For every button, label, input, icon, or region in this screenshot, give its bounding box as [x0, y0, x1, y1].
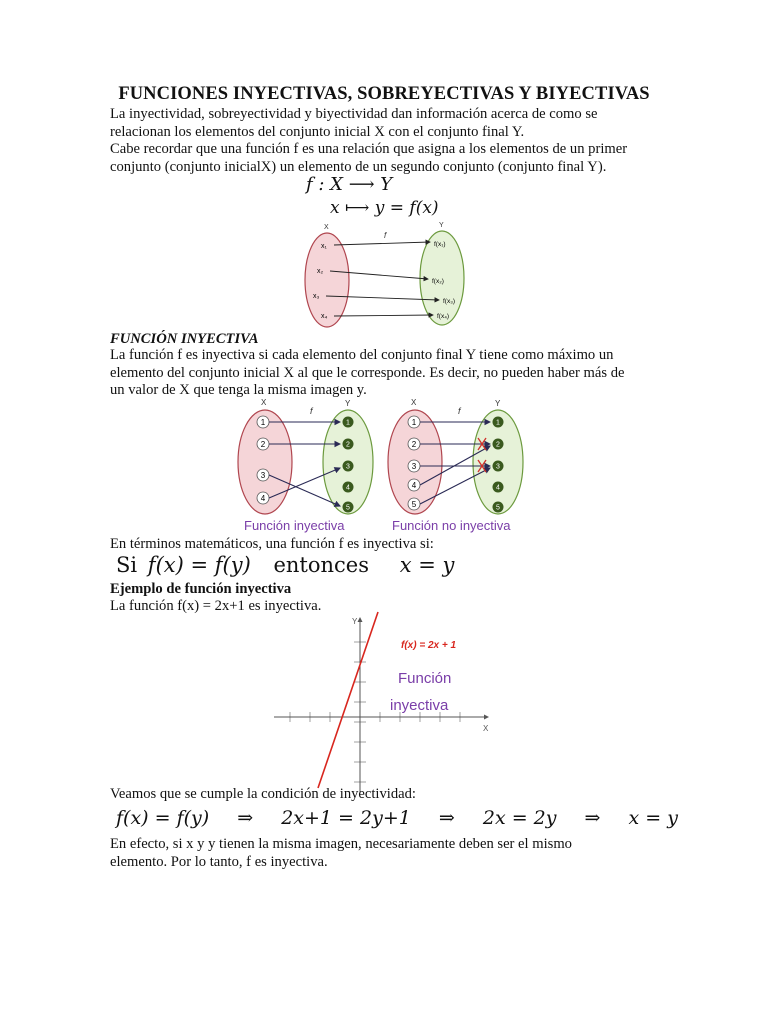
- x-node-label: 2: [411, 440, 417, 449]
- graph-caption-line-2: inyectiva: [390, 697, 449, 714]
- intro-line: relacionan los elementos del conjunto inicial X con el conjunto final Y.: [110, 123, 525, 140]
- math-terms-text: En términos matemáticos, una función f es inyectiva si:: [110, 536, 434, 552]
- mapping-line-1: f : X ⟶ Y: [306, 174, 393, 195]
- x-element: x₃: [313, 293, 320, 300]
- conclusion-paragraph: [110, 836, 670, 871]
- definition-line: un valor de X que tenga la misma imagen y.: [110, 382, 367, 398]
- graph-caption-line-1: Función: [398, 670, 452, 687]
- page-title: FUNCIONES INYECTIVAS, SOBREYECTIVAS Y BIYECTIVAS: [118, 84, 650, 104]
- caption-non-injective: Función no inyectiva: [392, 518, 511, 533]
- y-element: f(x₄): [437, 313, 450, 320]
- x-node-label: 3: [411, 462, 417, 471]
- set-x-label: X: [411, 398, 417, 407]
- implies-symbol: ⇒: [237, 807, 254, 829]
- derivation-step: f(x) = f(y): [116, 807, 210, 829]
- set-y-label: Y: [345, 399, 351, 408]
- mapping-line-2: x ⟼ y = f(x): [330, 198, 439, 218]
- derivation: [116, 807, 678, 829]
- intro-paragraph: [110, 106, 670, 176]
- y-node-label: 2: [496, 441, 500, 449]
- y-node-label: 3: [496, 463, 500, 471]
- x-node-label: 4: [260, 494, 266, 503]
- y-node-label: 2: [346, 441, 350, 449]
- y-node-label: 5: [496, 504, 500, 512]
- injective-definition: [110, 347, 670, 400]
- intro-line: conjunto (conjunto inicialX) un elemento de un segundo conjunto (conjunto final Y).: [110, 158, 607, 175]
- conclusion-line: En efecto, si x y y tienen la misma imagen, necesariamente deben ser el mismo: [110, 836, 572, 852]
- y-node-label: 1: [346, 419, 350, 427]
- x-element: x₄: [321, 313, 328, 320]
- set-y-label: Y: [439, 222, 444, 229]
- conclusion-line: elemento. Por lo tanto, f es inyectiva.: [110, 853, 328, 870]
- mapping-arrow: [334, 315, 433, 316]
- set-x-label: X: [324, 224, 329, 231]
- injective-condition: [116, 553, 454, 577]
- condition-lhs: f(x) = f(y): [147, 553, 251, 577]
- y-node-label: 3: [346, 463, 350, 471]
- intro-line: Cabe recordar que una función f es una relación que asigna a los elementos de un primer: [110, 141, 628, 157]
- function-label: f(x) = 2x + 1: [401, 640, 457, 651]
- y-node-label: 5: [346, 504, 350, 512]
- y-node-label: 4: [496, 484, 500, 492]
- x-node-label: 1: [411, 418, 417, 427]
- derivation-step: x = y: [628, 807, 678, 829]
- example-text: La función f(x) = 2x+1 es inyectiva.: [110, 598, 322, 614]
- x-node-label: 2: [260, 440, 266, 449]
- x-node-label: 3: [260, 471, 266, 480]
- example-heading: Ejemplo de función inyectiva: [110, 581, 292, 597]
- x-element: x₂: [317, 268, 324, 275]
- f-label: f: [310, 406, 313, 416]
- x-node-label: 1: [260, 418, 266, 427]
- intro-line: La inyectividad, sobreyectividad y biyectividad dan información acerca de como se: [110, 106, 598, 122]
- y-element: f(x₁): [434, 241, 446, 248]
- verify-text: Veamos que se cumple la condición de inyectividad:: [110, 786, 416, 802]
- x-node-label: 4: [411, 481, 417, 490]
- definition-line: elemento del conjunto inicial X al que le corresponde. Es decir, no pueden haber más de: [110, 364, 625, 381]
- function-line: [318, 612, 378, 788]
- x-node-label: 5: [411, 500, 417, 509]
- condition-si: Si: [116, 553, 138, 577]
- condition-rhs: x = y: [399, 553, 455, 577]
- set-x-label: X: [261, 398, 267, 407]
- derivation-step: 2x+1 = 2y+1: [281, 807, 411, 829]
- implies-symbol: ⇒: [438, 807, 455, 829]
- set-y-label: Y: [495, 399, 501, 408]
- f-label: f: [458, 406, 461, 416]
- x-element: x₁: [321, 243, 327, 250]
- y-node-label: 4: [346, 484, 350, 492]
- condition-entonces: entonces: [273, 553, 369, 577]
- y-node-label: 1: [496, 419, 500, 427]
- caption-injective: Función inyectiva: [244, 518, 345, 533]
- function-mapping-diagram: [290, 220, 480, 330]
- y-element: f(x₂): [432, 278, 444, 285]
- mapping-arrow: [334, 242, 430, 245]
- f-label: f: [384, 231, 387, 240]
- injective-comparison-diagram: [232, 396, 532, 536]
- x-axis-label: X: [483, 724, 489, 733]
- implies-symbol: ⇒: [584, 807, 601, 829]
- derivation-step: 2x = 2y: [482, 807, 557, 829]
- definition-line: La función f es inyectiva si cada elemento del conjunto final Y tiene como máximo un: [110, 347, 614, 363]
- linear-function-graph: [270, 612, 500, 792]
- y-element: f(x₃): [443, 298, 456, 305]
- section-heading: FUNCIÓN INYECTIVA: [110, 331, 259, 347]
- y-axis-label: Y: [352, 617, 358, 626]
